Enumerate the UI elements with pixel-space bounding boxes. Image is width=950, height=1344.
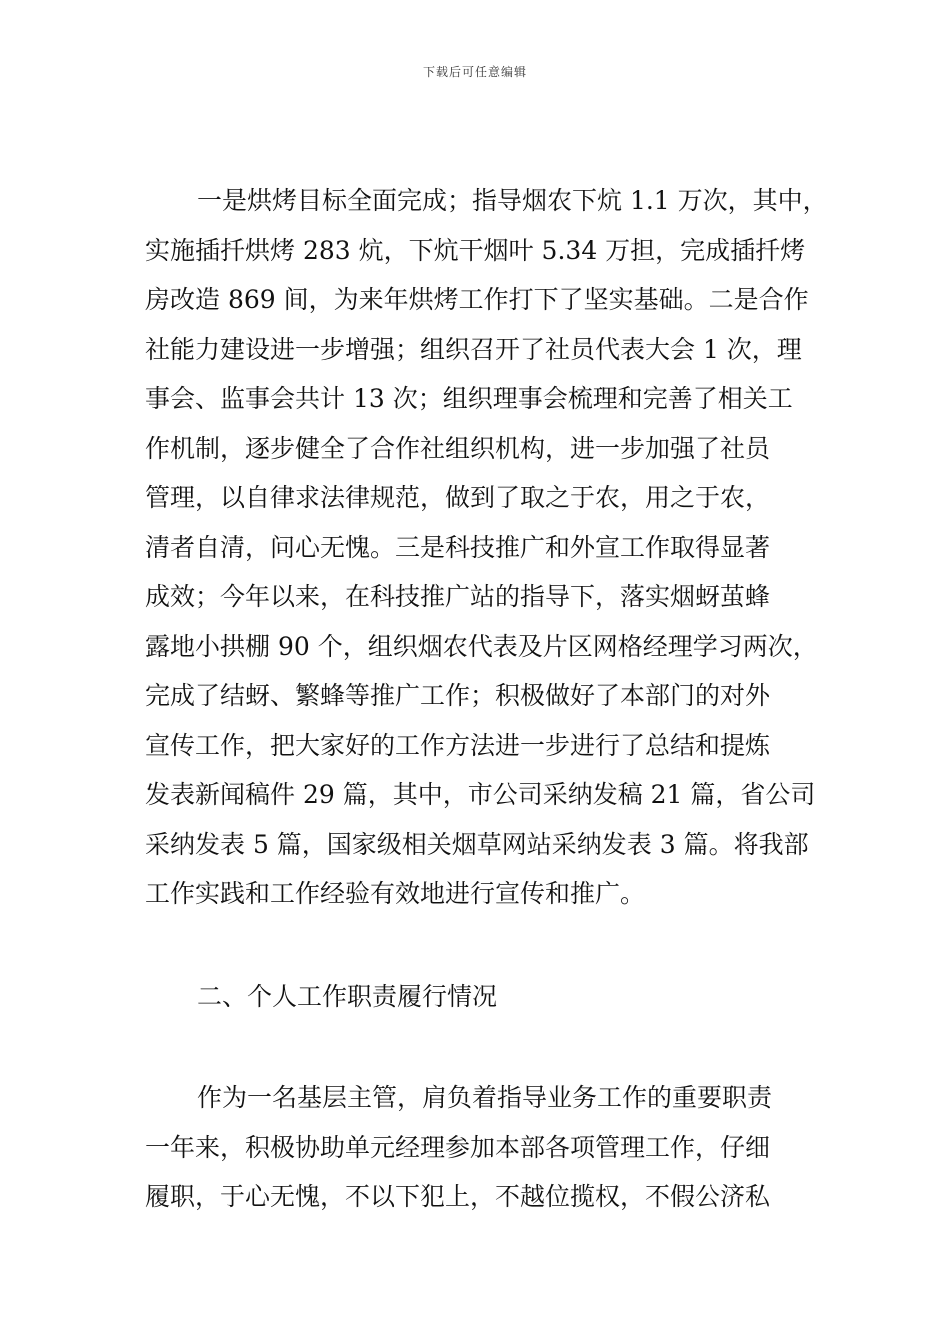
section-heading-text: 二、个人工作职责履行情况: [197, 982, 498, 1011]
paragraph-line: 事会、监事会共计 13 次；组织理事会梳理和完善了相关工: [145, 384, 793, 413]
paragraph-line: 完成了结蚜、繁蜂等推广工作；积极做好了本部门的对外: [145, 681, 771, 710]
paragraph-line: 房改造 869 间，为来年烘烤工作打下了坚实基础。二是合作: [145, 285, 809, 314]
page-header-note: 下载后可任意编辑: [422, 65, 527, 79]
paragraph-line: 工作实践和工作经验有效地进行宣传和推广。: [145, 879, 646, 908]
paragraph-line: 采纳发表 5 篇，国家级相关烟草网站采纳发表 3 篇。将我部: [145, 829, 809, 859]
section-heading: [145, 972, 835, 1022]
paragraph-achievements: [145, 176, 835, 919]
paragraph-line: 一是烘烤目标全面完成；指导烟农下炕 1.1 万次，其中，: [197, 186, 828, 215]
paragraph-line: 露地小拱棚 90 个，组织烟农代表及片区网格经理学习两次，: [145, 631, 818, 661]
paragraph-line: 清者自清，问心无愧。三是科技推广和外宣工作取得显著: [145, 532, 771, 562]
paragraph-line: 履职，于心无愧，不以下犯上，不越位揽权，不假公济私: [145, 1182, 771, 1211]
paragraph-line: 作机制，逐步健全了合作社组织机构，进一步加强了社员: [145, 433, 771, 463]
paragraph-duties: [145, 1073, 835, 1222]
paragraph-line: 一年来，积极协助单元经理参加本部各项管理工作，仔细: [145, 1132, 771, 1162]
paragraph-line: 发表新闻稿件 29 篇，其中，市公司采纳发稿 21 篇，省公司: [145, 780, 816, 809]
paragraph-line: 宣传工作，把大家好的工作方法进一步进行了总结和提炼: [145, 730, 771, 760]
paragraph-line: 成效；今年以来，在科技推广站的指导下，落实烟蚜茧蜂: [145, 582, 771, 611]
paragraph-line: 实施插扦烘烤 283 炕，下炕干烟叶 5.34 万担，完成插扦烤: [145, 235, 806, 265]
paragraph-line: 作为一名基层主管，肩负着指导业务工作的重要职责: [197, 1083, 773, 1112]
paragraph-line: 管理，以自律求法律规范，做到了取之于农，用之于农，: [145, 483, 771, 512]
paragraph-line: 社能力建设进一步增强；组织召开了社员代表大会 1 次，理: [145, 334, 802, 364]
